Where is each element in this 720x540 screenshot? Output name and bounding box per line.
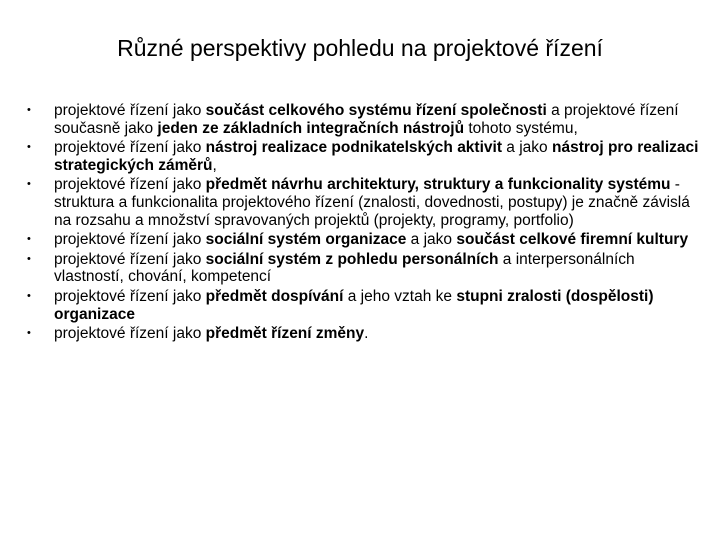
text-run: a jako	[502, 139, 552, 157]
text-run: projektové řízení jako	[54, 102, 206, 119]
text-run: .	[364, 325, 369, 343]
text-run: ,	[212, 156, 217, 174]
bullet-dot-icon: •	[27, 104, 31, 116]
bullet-text	[54, 139, 698, 174]
bullet-text	[54, 251, 635, 286]
bold-run: sociální systém organizace	[205, 231, 407, 249]
bold-run: nástroj realizace podnikatelských aktivit	[205, 139, 502, 157]
bullet-item	[27, 102, 707, 137]
bullet-item	[27, 325, 707, 343]
bold-run: předmět návrhu architektury, struktury a funkcionality systému	[205, 176, 671, 194]
text-run: projektové řízení jako	[54, 139, 206, 157]
text-run: a jeho vztah ke	[343, 287, 457, 305]
bullet-text	[54, 176, 690, 228]
bullet-dot-icon: •	[27, 327, 31, 340]
bullet-dot-icon: •	[27, 233, 31, 246]
bold-run: nástroj pro realizaci strategických záměrů	[54, 139, 699, 174]
bullet-list	[27, 102, 707, 345]
text-run: a interpersonálních vlastností, chování, kompetencí	[54, 250, 635, 286]
bold-run: součást celkové firemní kultury	[456, 231, 689, 249]
text-run: a projektové řízení současně jako	[54, 102, 679, 137]
text-run: a jako	[406, 231, 457, 249]
bold-run: jeden ze základních integračních nástrojů	[157, 119, 465, 137]
text-run: projektové řízení jako	[54, 176, 206, 194]
text-run: projektové řízení jako	[54, 250, 206, 268]
bullet-dot-icon: •	[27, 252, 31, 265]
text-run: - struktura a funkcionalita projektového řízení (znalosti, dovednosti, postupy) je značně závislá na rozsahu a množství spravovaných projektů (projekty, programy, portfolio)	[54, 176, 690, 229]
bullet-item	[27, 288, 707, 323]
bullet-dot-icon: •	[27, 141, 31, 154]
bullet-item	[27, 176, 707, 229]
bullet-dot-icon: •	[27, 289, 31, 302]
bullet-text	[54, 102, 679, 137]
bold-run: sociální systém z pohledu personálních	[205, 250, 499, 268]
text-run: projektové řízení jako	[54, 231, 206, 249]
text-run: projektové řízení jako	[54, 287, 206, 305]
bullet-text	[54, 288, 654, 323]
bold-run: stupni zralosti (dospělosti) organizace	[54, 287, 654, 323]
bullet-item	[27, 139, 707, 174]
bold-run: předmět dospívání	[205, 287, 344, 305]
bullet-item	[27, 231, 707, 249]
text-run: projektové řízení jako	[54, 325, 206, 343]
bullet-dot-icon: •	[27, 178, 31, 191]
bullet-item	[27, 251, 707, 286]
bold-run: předmět řízení změny	[205, 325, 365, 343]
bullet-text	[54, 231, 688, 248]
slide-title: Různé perspektivy pohledu na projektové řízení	[117, 35, 603, 61]
text-run: tohoto systému,	[464, 119, 578, 137]
bullet-text	[54, 325, 368, 342]
bold-run: součást celkového systému řízení společnosti	[205, 102, 547, 119]
